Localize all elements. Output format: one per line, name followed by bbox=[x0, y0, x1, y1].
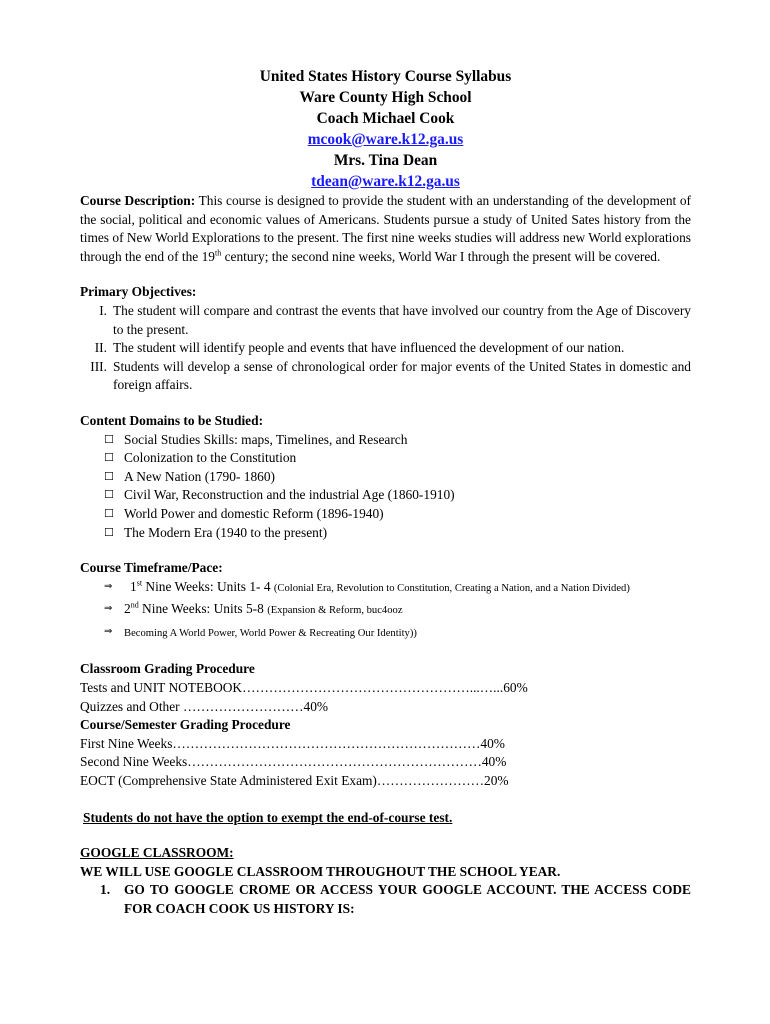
description-sup: th bbox=[215, 248, 222, 258]
objective-text: The student will identify people and events that have influenced the development of our nation. bbox=[113, 340, 625, 356]
timeframe-main: Nine Weeks: Units 1- 4 bbox=[142, 578, 274, 594]
grading-line: Second Nine Weeks…………………………………………………………40% bbox=[80, 754, 507, 770]
domain-text: Social Studies Skills: maps, Timelines, and Research bbox=[124, 431, 408, 447]
domain-item bbox=[80, 524, 691, 543]
domains-list bbox=[80, 431, 691, 543]
domain-text: The Modern Era (1940 to the present) bbox=[124, 524, 328, 540]
domain-text: Colonization to the Constitution bbox=[124, 450, 297, 466]
teacher-name-1: Coach Michael Cook bbox=[316, 110, 455, 127]
timeframe-item bbox=[80, 600, 691, 621]
right-double-arrow-icon: ⇒ bbox=[104, 603, 113, 615]
email-link-2[interactable]: tdean@ware.k12.ga.us bbox=[311, 173, 460, 190]
syllabus-page bbox=[80, 66, 691, 919]
checkbox-bullet-icon: ☐ bbox=[104, 525, 114, 539]
syllabus-header bbox=[80, 66, 691, 192]
objective-text: Students will develop a sense of chronological order for major events of the United States in domestic and foreign affairs. bbox=[113, 358, 691, 393]
domain-text: A New Nation (1790- 1860) bbox=[124, 468, 275, 484]
grading-line: First Nine Weeks……………………………………………………………40% bbox=[80, 735, 505, 751]
timeframe-item bbox=[80, 578, 691, 599]
description-label: Course Description: bbox=[80, 193, 196, 208]
semester-grading-title: Course/Semester Grading Procedure bbox=[80, 717, 291, 733]
right-double-arrow-icon: ⇒ bbox=[104, 580, 113, 592]
checkbox-bullet-icon: ☐ bbox=[104, 506, 114, 520]
objectives-list bbox=[80, 302, 691, 395]
checkbox-bullet-icon: ☐ bbox=[104, 451, 114, 465]
google-step-text: GO TO GOOGLE CROME OR ACCESS YOUR GOOGLE ACCOUNT. THE ACCESS CODE FOR COACH COOK US HISTORY IS: bbox=[124, 882, 691, 916]
timeframe-title: Course Timeframe/Pace: bbox=[80, 560, 223, 576]
teacher-name-2: Mrs. Tina Dean bbox=[333, 152, 438, 169]
domain-item bbox=[80, 486, 691, 505]
checkbox-bullet-icon: ☐ bbox=[104, 432, 114, 446]
timeframe-detail: Becoming A World Power, World Power & Recreating Our Identity)) bbox=[124, 627, 417, 639]
google-classroom-line: WE WILL USE GOOGLE CLASSROOM THROUGHOUT THE SCHOOL YEAR. bbox=[80, 863, 561, 879]
domain-item bbox=[80, 505, 691, 524]
domain-item bbox=[80, 468, 691, 487]
timeframe-sup: st bbox=[136, 578, 143, 588]
right-double-arrow-icon: ⇒ bbox=[104, 625, 113, 637]
objective-number: II. bbox=[94, 340, 107, 356]
description-text-1: This course is designed to provide the student with an understanding of the development of the social, political and economic values of Americans. Students pursue a study of United Sates history from the times of New World Explorations to the present. The first nine weeks studies will address new World explorations through the end of the 19 bbox=[80, 193, 692, 264]
objective-item bbox=[80, 302, 691, 339]
school-name: Ware County High School bbox=[299, 89, 472, 106]
domain-item bbox=[80, 431, 691, 450]
timeframe-detail: (Colonial Era, Revolution to Constitution, Creating a Nation, and a Nation Divided) bbox=[273, 582, 630, 594]
google-step-number: 1. bbox=[100, 882, 111, 898]
grading-line: Tests and UNIT NOTEBOOK……………………………………………...…...60% bbox=[80, 680, 528, 696]
timeframe-item bbox=[80, 623, 691, 644]
course-description bbox=[80, 192, 691, 266]
objective-number: III. bbox=[90, 358, 107, 374]
domain-text: World Power and domestic Reform (1896-1940) bbox=[124, 505, 384, 521]
domains-title: Content Domains to be Studied: bbox=[80, 412, 264, 428]
timeframe-main: Nine Weeks: Units 5-8 bbox=[138, 601, 268, 617]
google-classroom-title: GOOGLE CLASSROOM: bbox=[80, 845, 234, 861]
timeframe-detail: (Expansion & Reform, buc4ooz bbox=[267, 605, 403, 617]
classroom-grading-title: Classroom Grading Procedure bbox=[80, 661, 255, 677]
grading-line: Quizzes and Other ………………………40% bbox=[80, 698, 329, 714]
exempt-note: Students do not have the option to exempt the end-of-course test. bbox=[83, 809, 453, 825]
domain-text: Civil War, Reconstruction and the industrial Age (1860-1910) bbox=[124, 487, 455, 503]
timeframe-ordinal: 2 bbox=[124, 601, 131, 617]
timeframe-ordinal: 1 bbox=[130, 578, 137, 594]
checkbox-bullet-icon: ☐ bbox=[104, 488, 114, 502]
timeframe-list bbox=[80, 578, 691, 644]
timeframe-sup: nd bbox=[130, 600, 139, 610]
objectives-title: Primary Objectives: bbox=[80, 284, 197, 300]
objective-number: I. bbox=[99, 302, 107, 318]
objective-item bbox=[80, 339, 691, 358]
google-step bbox=[80, 881, 691, 918]
description-text-2: century; the second nine weeks, World War I through the present will be covered. bbox=[221, 248, 661, 264]
checkbox-bullet-icon: ☐ bbox=[104, 469, 114, 483]
course-title: United States History Course Syllabus bbox=[259, 68, 512, 85]
grading-line: EOCT (Comprehensive State Administered Exit Exam)……………………20% bbox=[80, 773, 509, 789]
email-link-1[interactable]: mcook@ware.k12.ga.us bbox=[307, 131, 464, 148]
objective-item bbox=[80, 358, 691, 395]
objective-text: The student will compare and contrast the events that have involved our country from the Age of Discovery to the present. bbox=[113, 302, 691, 337]
domain-item bbox=[80, 449, 691, 468]
